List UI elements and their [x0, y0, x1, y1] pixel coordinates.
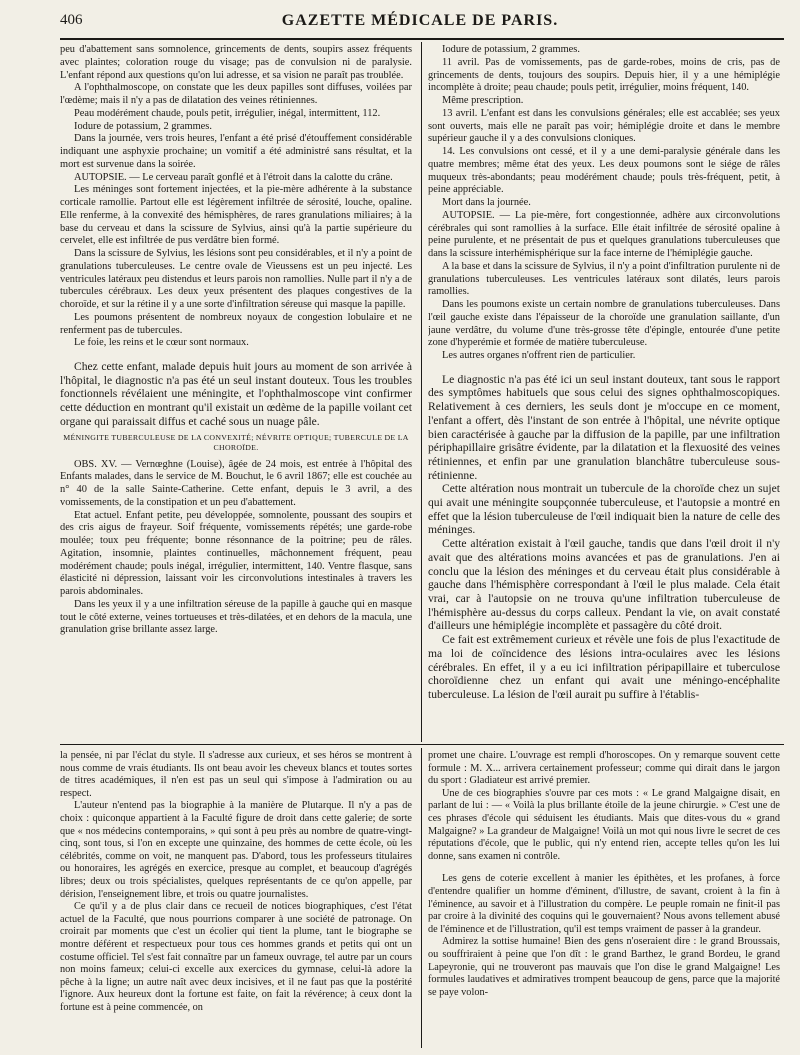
paragraph: L'auteur n'entend pas la biographie à la manière de Plutarque. Il n'y a pas de choix : quiconque appartient à la Faculté figure de droit dans cette galerie; de sorte que « nos médecins contemporains, » qui sont à peu près au nombre de quatre-vingt-cinq, sont tous, si l'on en excepte une quinzaine, des hommes de cette école, où les célébrités, comme on voit, ne manquent pas. D'abord, tous les professeurs titulaires ou honoraires, les agrégés en exercice, presque au complet, et beaucoup d'agrégés libres; deux ou trois spécialistes, quelques représentants de ce qu'on appelle, par dérision, l'enseignement libre, et trois ou quatre journalistes. [60, 800, 412, 900]
section-heading: MÉNINGITE TUBERCULEUSE DE LA CONVEXITÉ; NÉVRITE OPTIQUE; TUBERCULE DE LA CHOROÏDE. [63, 432, 409, 452]
journal-title: GAZETTE MÉDICALE DE PARIS. [281, 12, 559, 29]
header-rule [60, 38, 784, 40]
paragraph: Les méninges sont fortement injectées, et la pie-mère adhérente à la substance corticale ramollie. Partout elle est légèrement infiltrée de sérosité, louche, opaline. Elle renferme, à la convexité des hémisphères, de rares granulations miliaires; à la base du cerveau et dans la scissure de Sylvius, ainsi qu'à la partie supérieure du cervelet, elle est infiltrée de pus verdâtre bien formé. [60, 184, 412, 247]
paragraph: Le diagnostic n'a pas été ici un seul instant douteux, tant sous le rapport des symptômes habituels que sous celui des signes ophthalmoscopiques. Relativement à ces derniers, les seuls dont je m'occupe en ce moment, l'enfant a offert, dès l'instant de son entrée à l'hôpital, une névrite optique bien caractérisée à gauche par la diffusion de la papille, par une infiltration périphapillaire grisâtre évidente, par la dilatation et la flexuosité des veines rétiniennes, et enfin par une granulation blanchâtre tuberculeuse sous-rétinienne. [428, 372, 780, 482]
paragraph: AUTOPSIE. — Le cerveau paraît gonflé et à l'étroit dans la calotte du crâne. [74, 171, 393, 183]
paragraph: OBS. XV. — Vernœghne (Louise), âgée de 24 mois, est entrée à l'hôpital des Enfants malades, dans le service de M. Bouchut, le 6 avril 1867; elle est couchée au n° 40 de la salle Sainte-Catherine. Cette enfant, depuis le 3 avril, a des vomissements, de la constipation et un peu d'abattement. [60, 458, 412, 508]
paragraph: Dans la journée, vers trois heures, l'enfant a été prisé d'étouffement considérable indiquant une asphyxie prochaine; un vomitif a été administré sans résultat, et la mort est survenue dans la soirée. [60, 133, 412, 170]
page-header [60, 12, 780, 36]
paragraph: peu d'abattement sans somnolence, grincements de dents, soupirs assez fréquents avec plaintes; coloration rouge du visage; pas de convulsion ni de paralysie. L'enfant répond aux questions qu'on lui adresse, et sa vision ne paraît pas troublée. [60, 44, 412, 81]
paragraph: A l'ophthalmoscope, on constate que les deux papilles sont diffuses, voilées par l'œdème; mais il n'y a pas de dilatation des veines rétiniennes. [60, 82, 412, 106]
paragraph: AUTOPSIE. — La pie-mère, fort congestionnée, adhère aux circonvolutions cérébrales qui sont ramollies à la surface. Elle était infiltrée de sérosité opaline à peine purulente, et ne présentait de pus et quelques granulations tuberculeuses que dans la scissure interhémisphérique sur la face interne de l'hémiplégie gauche. [428, 209, 780, 259]
paragraph: Peau modérément chaude, pouls petit, irrégulier, inégal, intermittent, 112. [74, 107, 381, 119]
paragraph: Une de ces biographies s'ouvre par ces mots : « Le grand Malgaigne disait, en parlant de lui : — « Voilà la plus brillante étoile de la jeune chirurgie. » C'est une de ces phrases d'école qui séduisent les étudiants. Mais que dites-vous du « grand Malgaigne? » La grandeur de Malgaigne! Voilà un mot qui nous livre le secret de ces réputations d'école, que le public, qui n'y entend rien, accepte telles qu'on les lui donne, sans examen ni contrôle. [428, 787, 780, 862]
paragraph: Etat actuel. Enfant petite, peu développée, somnolente, poussant des soupirs et des cris aigus de frayeur. Soif fréquente, vomissements répétés; une garde-robe moulée; toux peu fréquente; bonne résonnance de la poitrine; peu de râles. Agitation, insomnie, plaintes continuelles, mâchonnement fréquent, peau modérément chaude; pouls inégal, irrégulier, intermittent, 140. Ventre flasque, sans élasticité ni dépression, laissant voir les circonvolutions intestinales à travers les parois abdominales. [60, 509, 412, 598]
paragraph: 13 avril. L'enfant est dans les convulsions générales; elle est accablée; ses yeux sont ouverts, mais elle ne paraît pas voir; hémiplégie droite et dans le membre supérieur gauche il y a des convulsions cloniques. [428, 107, 780, 145]
paragraph: Dans les yeux il y a une infiltration séreuse de la papille à gauche qui en masque tout le côté externe, veines tortueuses et très-dilatées, et en dehors de la macula, une granulation grise brillante assez large. [60, 598, 412, 636]
paragraph: Mort dans la journée. [442, 197, 531, 208]
left-article-column [60, 44, 412, 742]
paragraph: Iodure de potassium, 2 grammes. [442, 44, 580, 55]
right-article-column [428, 44, 780, 742]
feuilleton-rule [60, 744, 784, 745]
feuilleton-left-column [60, 750, 412, 1050]
paragraph: promet une chaire. L'ouvrage est rempli d'horoscopes. On y remarque souvent cette formule : M. X... arrivera certainement professeur; comme qui dirait dans le jargon du sport : Gladiateur est arrivé premier. [428, 750, 780, 787]
paragraph: Ce fait est extrêmement curieux et révèle une fois de plus l'exactitude de ma loi de coïncidence des lésions intra-oculaires avec les lésions cérébrales. En effet, il y a eu ici infiltration péripapillaire et tuberculose choroïdienne chez un enfant qui avait une méningo-encéphalite tuberculeuse. La lésion de l'œil aurait pu suffire à l'établis- [428, 633, 780, 701]
paragraph: 11 avril. Pas de vomissements, pas de garde-robes, moins de cris, pas de grincements de dents, toujours des soupirs. Depuis hier, il y a une hémiplégie incomplète à droite; peau chaude; pouls petit, irrégulier, moins fréquent, 140. [428, 56, 780, 94]
paragraph: 14. Les convulsions ont cessé, et il y a une demi-paralysie générale dans les quatre membres; même état des yeux. Les deux poumons sont le siége de râles muqueux très-abondants; peau modérément chaude; pouls très-fréquent, petit, à peine appréciable. [428, 146, 780, 196]
paragraph: Dans la scissure de Sylvius, les lésions sont peu considérables, et il n'y a point de granulations tuberculeuses. Le centre ovale de Vieussens est un peu injecté. Les ventricules latéraux peu distendus et leurs parois non ramollies. Nulle part il n'y a de tubercules cérébraux. Les deux yeux présentent des plaques congestives de la choroïde, et sur la rétine il y a une sorte d'infiltration séreuse qui masque la papille. [60, 248, 412, 310]
paragraph: Les gens de coterie excellent à manier les épithètes, et les profanes, à force d'entendre qualifier un homme d'éminent, d'illustre, de savant, croient à la fin à l'éminence, au savoir et à l'illustration du compère. Le peuple romain ne finit-il pas par croire à la divinité des coquins qui le gouvernaient? Nous avons tellement abusé de l'éminence et de l'illustration, qu'il est temps vraiment de passer à la grandeur. [428, 873, 780, 935]
page-number: 406 [60, 12, 83, 28]
paragraph: Iodure de potassium, 2 grammes. [74, 120, 212, 132]
column-divider [421, 42, 422, 742]
paragraph: Les autres organes n'offrent rien de particulier. [442, 350, 636, 361]
paragraph: Cette altération nous montrait un tubercule de la choroïde chez un sujet qui avait une méningite soupçonnée tuberculeuse, et l'autopsie a montré en effet que la lésion tuberculeuse de l'œil indiquait bien la nature de celle des méninges. [428, 482, 780, 537]
paragraph: A la base et dans la scissure de Sylvius, il n'y a point d'infiltration purulente ni de granulations tuberculeuses. Les ventricules latéraux sont dilatés, leurs parois ramollies. [428, 260, 780, 298]
paragraph: Chez cette enfant, malade depuis huit jours au moment de son arrivée à l'hôpital, le diagnostic n'a pas été un seul instant douteux. Tous les troubles fonctionnels révélaient une méningite, et l'ophthalmoscope vint confirmer cette déduction en montrant qu'il existait un œdème de la papille voilant cet organe qui paraissait diffus et caché sous un nuage pâle. [60, 360, 412, 428]
paragraph: Ce qu'il y a de plus clair dans ce recueil de notices biographiques, c'est l'état actuel de la Faculté, que nous pourrions comparer à une société de patronage. On croirait par moments que c'est un écolier qui tient la plume, tant le biographe se montre déférent et respectueux pour tous ces hommes grands et petits qui ont un costume officiel. Tel s'est fait connaître par un fameux ouvrage, tel autre par un cours non moins fameux; celui-ci excelle aux exercices du gymnase, celui-là adore la pêche à la ligne; un autre naît avec deux incisives, et il ne faut pas que la postérité l'ignore. Aux heureux dont la fortune est faite, on fait la révérence; à ceux dont la fortune est à peine commencée, on [60, 901, 412, 1013]
paragraph: Les poumons présentent de nombreux noyaux de congestion lobulaire et ne renferment pas de tubercules. [60, 311, 412, 336]
paragraph: Même prescription. [442, 95, 524, 106]
feuilleton-divider [421, 748, 422, 1048]
paragraph: Cette altération existait à l'œil gauche, tandis que dans l'œil droit il n'y avait que des altérations moins avancées et pas de granulations. J'en ai conclu que la lésion des méninges et du cerveau était plus considérable à gauche dans l'hémisphère correspondant à l'œil le plus malade. Cela était vrai, car à l'autopsie on ne trouva qu'une infiltration tuberculeuse de l'hémisphère au-dessus du corps calleux. Pendant la vie, on avait constaté d'ailleurs une hémiplégie incomplète et passagère du côté droit. [428, 537, 780, 633]
paragraph: Le foie, les reins et le cœur sont normaux. [74, 337, 249, 349]
paragraph: la pensée, ni par l'éclat du style. Il s'adresse aux curieux, et ses héros se montrent à nous comme de vrais étudiants. Ils ont beau avoir les cheveux blancs et toutes sortes de titres académiques, il n'en est pas un seul qui s'impose à l'admiration ou au respect. [60, 750, 412, 799]
paragraph: Dans les poumons existe un certain nombre de granulations tuberculeuses. Dans l'œil gauche existe dans l'épaisseur de la choroïde une granulation saillante, d'un jaune verdâtre, du volume d'une très-grosse tête d'épingle, entourée d'une petite zone d'hyperémie et formée de matière tuberculeuse. [428, 299, 780, 349]
paragraph: Admirez la sottise humaine! Bien des gens n'oseraient dire : le grand Broussais, ou souffriraient à peine que l'on dît : le grand Barthez, le grand Bordeu, le grand Lapeyronie, qui ne trouveront pas mauvais que l'on dise le grand Malgaigne! Les formules laudatives et admiratives trompent beaucoup de gens, parce que la majorité se paye volon- [428, 936, 780, 998]
feuilleton-right-column [428, 750, 780, 1050]
